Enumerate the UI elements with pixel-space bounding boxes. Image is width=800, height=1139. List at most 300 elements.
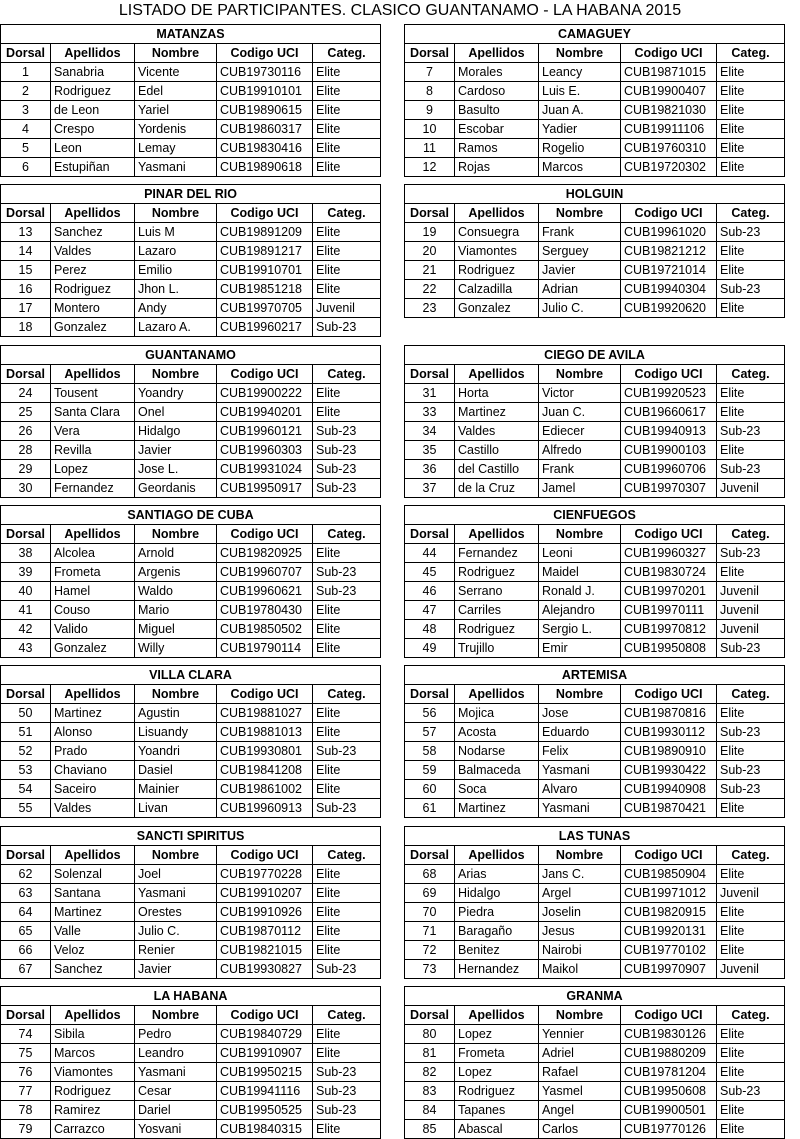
cell-apellidos: Ramos: [455, 139, 539, 158]
column-header-row: [1, 846, 381, 865]
cell-apellidos: Martinez: [51, 903, 135, 922]
cell-dorsal: 34: [405, 422, 455, 441]
cell-dorsal: 62: [1, 865, 51, 884]
cell-dorsal: 1: [1, 63, 51, 82]
column-header-row: [1, 685, 381, 704]
cell-codigo-uci: CUB19910207: [217, 884, 313, 903]
cell-codigo-uci: CUB19940913: [621, 422, 717, 441]
cell-nombre: Yoandry: [135, 384, 217, 403]
column-header-row: [405, 685, 785, 704]
cell-apellidos: Piedra: [455, 903, 539, 922]
cell-categ: Elite: [717, 1120, 785, 1139]
cell-categ: Elite: [717, 799, 785, 818]
column-header: Categ.: [717, 685, 785, 704]
cell-categ: Elite: [717, 403, 785, 422]
cell-codigo-uci: CUB19890910: [621, 742, 717, 761]
cell-nombre: Yasmani: [539, 761, 621, 780]
cell-categ: Sub-23: [717, 761, 785, 780]
cell-codigo-uci: CUB19840315: [217, 1120, 313, 1139]
cell-categ: Elite: [313, 1025, 381, 1044]
cell-categ: Elite: [313, 280, 381, 299]
cell-codigo-uci: CUB19910101: [217, 82, 313, 101]
cell-codigo-uci: CUB19821015: [217, 941, 313, 960]
cell-nombre: Yosvani: [135, 1120, 217, 1139]
column-header: Nombre: [135, 44, 217, 63]
column-header-row: [405, 365, 785, 384]
cell-categ: Elite: [313, 761, 381, 780]
cell-apellidos: Rodriguez: [455, 563, 539, 582]
cell-dorsal: 42: [1, 620, 51, 639]
team-table-cienfuegos: [404, 505, 784, 658]
cell-codigo-uci: CUB19960303: [217, 441, 313, 460]
cell-nombre: Miguel: [135, 620, 217, 639]
column-header: Categ.: [717, 846, 785, 865]
column-header-row: [405, 846, 785, 865]
table-row: [1, 1044, 381, 1063]
cell-nombre: Ediecer: [539, 422, 621, 441]
cell-dorsal: 2: [1, 82, 51, 101]
cell-categ: Elite: [313, 544, 381, 563]
team-name: ARTEMISA: [405, 666, 785, 685]
table-row: [1, 1082, 381, 1101]
cell-codigo-uci: CUB19880209: [621, 1044, 717, 1063]
cell-nombre: Andy: [135, 299, 217, 318]
column-header-row: [405, 44, 785, 63]
cell-categ: Elite: [313, 261, 381, 280]
cell-nombre: Jamel: [539, 479, 621, 498]
cell-apellidos: Frometa: [455, 1044, 539, 1063]
table-row: [1, 723, 381, 742]
table-row: [1, 620, 381, 639]
cell-dorsal: 41: [1, 601, 51, 620]
cell-codigo-uci: CUB19931024: [217, 460, 313, 479]
table-row: [405, 761, 785, 780]
cell-nombre: Yoandri: [135, 742, 217, 761]
table-row: [1, 865, 381, 884]
table-row: [405, 299, 785, 318]
cell-categ: Sub-23: [313, 582, 381, 601]
cell-dorsal: 25: [1, 403, 51, 422]
column-header: Nombre: [135, 204, 217, 223]
cell-codigo-uci: CUB19881013: [217, 723, 313, 742]
cell-nombre: Yariel: [135, 101, 217, 120]
cell-dorsal: 44: [405, 544, 455, 563]
cell-dorsal: 29: [1, 460, 51, 479]
cell-nombre: Argel: [539, 884, 621, 903]
column-header: Apellidos: [51, 1006, 135, 1025]
cell-codigo-uci: CUB19870421: [621, 799, 717, 818]
table-row: [1, 704, 381, 723]
cell-apellidos: Lopez: [455, 1025, 539, 1044]
cell-categ: Elite: [313, 704, 381, 723]
cell-apellidos: Rodriguez: [51, 82, 135, 101]
column-header: Codigo UCI: [217, 44, 313, 63]
cell-codigo-uci: CUB19821030: [621, 101, 717, 120]
column-header: Dorsal: [405, 685, 455, 704]
cell-apellidos: Rodriguez: [51, 1082, 135, 1101]
table-row: [1, 780, 381, 799]
column-header: Categ.: [313, 44, 381, 63]
table-row: [1, 318, 381, 337]
cell-categ: Sub-23: [717, 1082, 785, 1101]
table-row: [405, 422, 785, 441]
cell-nombre: Maikol: [539, 960, 621, 979]
cell-apellidos: Soca: [455, 780, 539, 799]
column-header: Nombre: [135, 525, 217, 544]
table-row: [405, 460, 785, 479]
cell-apellidos: de la Cruz: [455, 479, 539, 498]
table-row: [405, 1082, 785, 1101]
cell-nombre: Livan: [135, 799, 217, 818]
cell-nombre: Yasmani: [135, 1063, 217, 1082]
column-header: Categ.: [717, 365, 785, 384]
cell-nombre: Javier: [539, 261, 621, 280]
cell-categ: Elite: [313, 941, 381, 960]
table-row: [405, 280, 785, 299]
table-row: [405, 82, 785, 101]
cell-codigo-uci: CUB19960327: [621, 544, 717, 563]
table-row: [1, 1120, 381, 1139]
table-row: [405, 960, 785, 979]
cell-dorsal: 68: [405, 865, 455, 884]
cell-apellidos: Valdes: [51, 242, 135, 261]
team-table-villa-clara: [0, 665, 380, 818]
cell-nombre: Arnold: [135, 544, 217, 563]
cell-codigo-uci: CUB19900222: [217, 384, 313, 403]
cell-nombre: Alfredo: [539, 441, 621, 460]
cell-nombre: Serguey: [539, 242, 621, 261]
cell-nombre: Rafael: [539, 1063, 621, 1082]
cell-nombre: Renier: [135, 941, 217, 960]
column-header: Dorsal: [1, 846, 51, 865]
cell-apellidos: Santa Clara: [51, 403, 135, 422]
cell-apellidos: Trujillo: [455, 639, 539, 658]
cell-codigo-uci: CUB19910907: [217, 1044, 313, 1063]
cell-codigo-uci: CUB19770228: [217, 865, 313, 884]
cell-dorsal: 10: [405, 120, 455, 139]
cell-apellidos: Benitez: [455, 941, 539, 960]
table-row: [405, 403, 785, 422]
cell-categ: Elite: [717, 261, 785, 280]
column-header: Categ.: [717, 44, 785, 63]
cell-codigo-uci: CUB19950608: [621, 1082, 717, 1101]
cell-categ: Elite: [313, 922, 381, 941]
cell-categ: Elite: [313, 620, 381, 639]
column-header: Codigo UCI: [217, 365, 313, 384]
team-name: GUANTANAMO: [1, 346, 381, 365]
table-row: [1, 422, 381, 441]
cell-codigo-uci: CUB19870112: [217, 922, 313, 941]
roster-table: [0, 345, 381, 498]
cell-categ: Elite: [313, 780, 381, 799]
cell-apellidos: Lopez: [455, 1063, 539, 1082]
cell-codigo-uci: CUB19940304: [621, 280, 717, 299]
column-header: Nombre: [539, 1006, 621, 1025]
table-row: [405, 63, 785, 82]
table-row: [1, 441, 381, 460]
roster-table: [404, 665, 785, 818]
cell-codigo-uci: CUB19940201: [217, 403, 313, 422]
cell-categ: Elite: [717, 1025, 785, 1044]
table-row: [405, 799, 785, 818]
cell-nombre: Eduardo: [539, 723, 621, 742]
cell-categ: Juvenil: [717, 582, 785, 601]
cell-apellidos: Viamontes: [51, 1063, 135, 1082]
cell-dorsal: 61: [405, 799, 455, 818]
column-header: Apellidos: [455, 204, 539, 223]
cell-dorsal: 21: [405, 261, 455, 280]
cell-categ: Elite: [313, 82, 381, 101]
cell-nombre: Javier: [135, 960, 217, 979]
table-row: [1, 941, 381, 960]
cell-codigo-uci: CUB19891209: [217, 223, 313, 242]
cell-dorsal: 74: [1, 1025, 51, 1044]
cell-apellidos: Tapanes: [455, 1101, 539, 1120]
cell-codigo-uci: CUB19950917: [217, 479, 313, 498]
column-header-row: [405, 525, 785, 544]
cell-categ: Sub-23: [717, 422, 785, 441]
cell-categ: Elite: [717, 101, 785, 120]
team-name: PINAR DEL RIO: [1, 185, 381, 204]
cell-apellidos: Serrano: [455, 582, 539, 601]
cell-nombre: Onel: [135, 403, 217, 422]
column-header: Dorsal: [1, 44, 51, 63]
column-header: Apellidos: [455, 1006, 539, 1025]
column-header: Categ.: [313, 204, 381, 223]
team-table-las-tunas: [404, 826, 784, 979]
cell-dorsal: 24: [1, 384, 51, 403]
table-row: [1, 563, 381, 582]
cell-dorsal: 7: [405, 63, 455, 82]
cell-apellidos: Escobar: [455, 120, 539, 139]
team-name: HOLGUIN: [405, 185, 785, 204]
column-header: Categ.: [313, 365, 381, 384]
table-row: [1, 544, 381, 563]
cell-dorsal: 64: [1, 903, 51, 922]
cell-categ: Elite: [717, 704, 785, 723]
cell-dorsal: 54: [1, 780, 51, 799]
cell-categ: Juvenil: [717, 620, 785, 639]
cell-codigo-uci: CUB19970307: [621, 479, 717, 498]
table-row: [405, 620, 785, 639]
team-name: VILLA CLARA: [1, 666, 381, 685]
cell-apellidos: Vera: [51, 422, 135, 441]
cell-dorsal: 70: [405, 903, 455, 922]
team-table-pinar-del-rio: [0, 184, 380, 337]
cell-nombre: Adriel: [539, 1044, 621, 1063]
cell-codigo-uci: CUB19941116: [217, 1082, 313, 1101]
cell-categ: Elite: [717, 865, 785, 884]
column-header: Codigo UCI: [217, 685, 313, 704]
cell-apellidos: Couso: [51, 601, 135, 620]
cell-dorsal: 67: [1, 960, 51, 979]
column-header: Apellidos: [455, 685, 539, 704]
cell-apellidos: Gonzalez: [455, 299, 539, 318]
cell-nombre: Javier: [135, 441, 217, 460]
cell-nombre: Dasiel: [135, 761, 217, 780]
cell-apellidos: de Leon: [51, 101, 135, 120]
column-header: Dorsal: [1, 365, 51, 384]
cell-codigo-uci: CUB19920131: [621, 922, 717, 941]
cell-codigo-uci: CUB19950808: [621, 639, 717, 658]
cell-categ: Sub-23: [313, 1101, 381, 1120]
cell-nombre: Luis E.: [539, 82, 621, 101]
column-header-row: [1, 1006, 381, 1025]
team-table-camaguey: [404, 24, 784, 177]
cell-codigo-uci: CUB19871015: [621, 63, 717, 82]
cell-nombre: Yadier: [539, 120, 621, 139]
cell-dorsal: 63: [1, 884, 51, 903]
cell-codigo-uci: CUB19820915: [621, 903, 717, 922]
cell-codigo-uci: CUB19781204: [621, 1063, 717, 1082]
cell-apellidos: Sanchez: [51, 223, 135, 242]
table-row: [1, 582, 381, 601]
roster-table: [404, 184, 785, 318]
cell-categ: Sub-23: [717, 780, 785, 799]
cell-apellidos: Fernandez: [455, 544, 539, 563]
cell-codigo-uci: CUB19890618: [217, 158, 313, 177]
roster-table: [0, 24, 381, 177]
cell-categ: Elite: [313, 1120, 381, 1139]
cell-apellidos: Horta: [455, 384, 539, 403]
roster-table: [0, 184, 381, 337]
cell-dorsal: 52: [1, 742, 51, 761]
cell-nombre: Yordenis: [135, 120, 217, 139]
cell-dorsal: 72: [405, 941, 455, 960]
cell-codigo-uci: CUB19930827: [217, 960, 313, 979]
cell-apellidos: Viamontes: [455, 242, 539, 261]
cell-dorsal: 9: [405, 101, 455, 120]
column-header: Dorsal: [1, 525, 51, 544]
cell-apellidos: Alcolea: [51, 544, 135, 563]
cell-dorsal: 76: [1, 1063, 51, 1082]
table-row: [405, 120, 785, 139]
cell-apellidos: Valido: [51, 620, 135, 639]
table-row: [1, 384, 381, 403]
cell-codigo-uci: CUB19971012: [621, 884, 717, 903]
team-table-guantanamo: [0, 345, 380, 498]
cell-apellidos: Rodriguez: [51, 280, 135, 299]
cell-apellidos: Calzadilla: [455, 280, 539, 299]
cell-dorsal: 56: [405, 704, 455, 723]
cell-nombre: Adrian: [539, 280, 621, 299]
cell-codigo-uci: CUB19930112: [621, 723, 717, 742]
cell-apellidos: Gonzalez: [51, 639, 135, 658]
table-row: [405, 865, 785, 884]
table-row: [405, 544, 785, 563]
cell-nombre: Alvaro: [539, 780, 621, 799]
cell-dorsal: 48: [405, 620, 455, 639]
cell-dorsal: 20: [405, 242, 455, 261]
cell-nombre: Frank: [539, 223, 621, 242]
table-row: [405, 903, 785, 922]
cell-apellidos: Lopez: [51, 460, 135, 479]
cell-codigo-uci: CUB19900103: [621, 441, 717, 460]
cell-dorsal: 6: [1, 158, 51, 177]
cell-codigo-uci: CUB19930801: [217, 742, 313, 761]
cell-codigo-uci: CUB19940908: [621, 780, 717, 799]
cell-codigo-uci: CUB19900407: [621, 82, 717, 101]
column-header: Dorsal: [405, 44, 455, 63]
cell-nombre: Hidalgo: [135, 422, 217, 441]
team-table-artemisa: [404, 665, 784, 818]
cell-dorsal: 78: [1, 1101, 51, 1120]
cell-apellidos: Sanchez: [51, 960, 135, 979]
cell-nombre: Yasmel: [539, 1082, 621, 1101]
cell-apellidos: Ramirez: [51, 1101, 135, 1120]
team-name: LA HABANA: [1, 987, 381, 1006]
cell-apellidos: Sanabria: [51, 63, 135, 82]
table-row: [405, 139, 785, 158]
cell-categ: Elite: [313, 723, 381, 742]
cell-nombre: Jhon L.: [135, 280, 217, 299]
column-header: Dorsal: [405, 525, 455, 544]
table-row: [1, 139, 381, 158]
column-header: Nombre: [539, 44, 621, 63]
cell-categ: Sub-23: [717, 223, 785, 242]
team-name: MATANZAS: [1, 25, 381, 44]
cell-nombre: Yasmani: [135, 884, 217, 903]
table-row: [1, 120, 381, 139]
table-row: [1, 82, 381, 101]
column-header-row: [1, 365, 381, 384]
cell-dorsal: 59: [405, 761, 455, 780]
cell-categ: Elite: [313, 101, 381, 120]
cell-dorsal: 71: [405, 922, 455, 941]
cell-dorsal: 85: [405, 1120, 455, 1139]
table-row: [1, 223, 381, 242]
table-row: [405, 1120, 785, 1139]
cell-categ: Sub-23: [313, 563, 381, 582]
cell-nombre: Emir: [539, 639, 621, 658]
table-row: [1, 761, 381, 780]
cell-codigo-uci: CUB19721014: [621, 261, 717, 280]
cell-codigo-uci: CUB19720302: [621, 158, 717, 177]
cell-apellidos: Veloz: [51, 941, 135, 960]
table-row: [405, 941, 785, 960]
cell-apellidos: Valle: [51, 922, 135, 941]
cell-dorsal: 46: [405, 582, 455, 601]
cell-codigo-uci: CUB19660617: [621, 403, 717, 422]
table-row: [1, 403, 381, 422]
table-row: [405, 479, 785, 498]
cell-nombre: Vicente: [135, 63, 217, 82]
table-row: [405, 384, 785, 403]
cell-codigo-uci: CUB19860317: [217, 120, 313, 139]
cell-categ: Elite: [313, 601, 381, 620]
cell-codigo-uci: CUB19970201: [621, 582, 717, 601]
cell-dorsal: 12: [405, 158, 455, 177]
cell-categ: Sub-23: [717, 544, 785, 563]
column-header: Dorsal: [405, 204, 455, 223]
cell-codigo-uci: CUB19861002: [217, 780, 313, 799]
cell-apellidos: Martinez: [51, 704, 135, 723]
cell-dorsal: 16: [1, 280, 51, 299]
cell-nombre: Lisuandy: [135, 723, 217, 742]
team-name: GRANMA: [405, 987, 785, 1006]
cell-dorsal: 84: [405, 1101, 455, 1120]
cell-dorsal: 37: [405, 479, 455, 498]
cell-apellidos: Solenzal: [51, 865, 135, 884]
column-header: Nombre: [135, 365, 217, 384]
cell-apellidos: Castillo: [455, 441, 539, 460]
cell-categ: Elite: [717, 1044, 785, 1063]
cell-nombre: Felix: [539, 742, 621, 761]
cell-nombre: Jesus: [539, 922, 621, 941]
column-header: Nombre: [135, 1006, 217, 1025]
cell-nombre: Jans C.: [539, 865, 621, 884]
cell-codigo-uci: CUB19920523: [621, 384, 717, 403]
